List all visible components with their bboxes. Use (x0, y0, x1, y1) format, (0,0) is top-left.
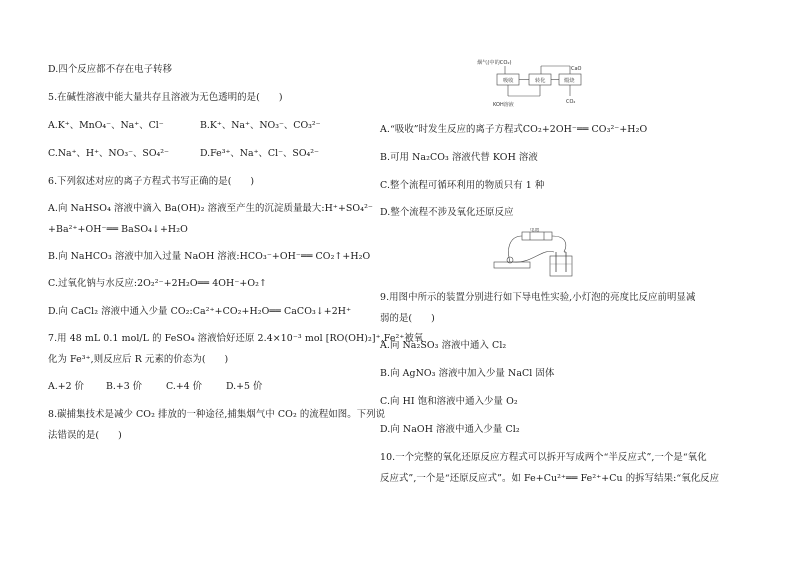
q5-stem: 5.在碱性溶液中能大量共存且溶液为无色透明的是( ) (48, 92, 283, 103)
q9-stem-line2: 弱的是( ) (380, 313, 435, 324)
q7-option-c: C.+4 价 (166, 381, 202, 392)
q7-option-d: D.+5 价 (226, 381, 263, 392)
q5-option-b: B.K⁺、Na⁺、NO₃⁻、CO₃²⁻ (200, 120, 321, 131)
q9-option-a: A.向 Na₂SO₃ 溶液中通入 Cl₂ (380, 340, 507, 351)
battery-label: 电池 (530, 228, 540, 233)
q8-stem-line1: 8.碳捕集技术是减少 CO₂ 排放的一种途径,捕集烟气中 CO₂ 的流程如图。下列说 (48, 409, 386, 420)
cao-label: CaO (571, 66, 582, 72)
q7-option-a: A.+2 价 (48, 381, 84, 392)
flue-gas-label: 烟气(中的CO₂) (477, 60, 512, 66)
q6-option-a-line1: A.向 NaHSO₄ 溶液中滴入 Ba(OH)₂ 溶液至产生的沉淀质量最大:H⁺+SO₄²⁻ (48, 203, 373, 214)
conductivity-apparatus-diagram (492, 228, 582, 284)
q5-option-c: C.Na⁺、H⁺、NO₃⁻、SO₄²⁻ (48, 148, 169, 159)
koh-label: KOH溶液 (493, 102, 514, 108)
q8-option-c: C.整个流程可循环利用的物质只有 1 种 (380, 180, 545, 191)
q7-stem-line2: 化为 Fe³⁺,则反应后 R 元素的价态为( ) (48, 354, 229, 365)
co2-label: CO₂ (566, 99, 576, 105)
calcine-label: 煅烧 (564, 78, 575, 84)
battery-icon (522, 232, 552, 240)
q7-stem-line1: 7.用 48 mL 0.1 mol/L 的 FeSO₄ 溶液恰好还原 2.4×10⁻³ mol [RO(OH)₂]⁺,Fe²⁺被氧 (48, 333, 424, 344)
q6-option-b: B.向 NaHCO₃ 溶液中加入过量 NaOH 溶液:HCO₃⁻+OH⁻══ CO₂↑+H₂O (48, 251, 371, 262)
q5-option-a: A.K⁺、MnO₄⁻、Na⁺、Cl⁻ (48, 120, 164, 131)
q8-option-b: B.可用 Na₂CO₃ 溶液代替 KOH 溶液 (380, 152, 538, 163)
q9-option-b: B.向 AgNO₃ 溶液中加入少量 NaCl 固体 (380, 368, 555, 379)
q6-option-d: D.向 CaCl₂ 溶液中通入少量 CO₂:Ca²⁺+CO₂+H₂O══ CaCO₃↓+2H⁺ (48, 306, 352, 317)
q8-option-a: A.“吸收”时发生反应的离子方程式CO₂+2OH⁻══ CO₃²⁻+H₂O (380, 124, 648, 135)
bulb-base (494, 262, 530, 268)
q8-stem-line2: 法错误的是( ) (48, 430, 122, 441)
q9-stem-line1: 9.用图中所示的装置分别进行如下导电性实验,小灯泡的亮度比反应前明显减 (380, 292, 696, 303)
absorb-label: 吸收 (503, 78, 514, 84)
q7-option-b: B.+3 价 (106, 381, 143, 392)
q10-stem-line2: 反应式”,一个是“还原反应式”。如 Fe+Cu²⁺══ Fe²⁺+Cu 的拆写结果:“氧化反应 (380, 473, 720, 484)
carbon-capture-flow-diagram (475, 56, 585, 116)
q9-option-c: C.向 HI 饱和溶液中通入少量 O₂ (380, 396, 518, 407)
q5-option-d: D.Fe³⁺、Na⁺、Cl⁻、SO₄²⁻ (200, 148, 319, 159)
q6-option-c: C.过氧化钠与水反应:2O₂²⁻+2H₂O══ 4OH⁻+O₂↑ (48, 278, 267, 289)
convert-label: 转化 (535, 78, 546, 84)
q4-option-d: D.四个反应都不存在电子转移 (48, 64, 173, 75)
q9-option-d: D.向 NaOH 溶液中通入少量 Cl₂ (380, 424, 520, 435)
beaker-icon (550, 256, 572, 276)
q10-stem-line1: 10.一个完整的氧化还原反应方程式可以拆开写成两个“半反应式”,一个是“氧化 (380, 452, 707, 463)
q6-option-a-line2: +Ba²⁺+OH⁻══ BaSO₄↓+H₂O (48, 224, 188, 235)
q6-stem: 6.下列叙述对应的离子方程式书写正确的是( ) (48, 176, 255, 187)
q8-option-d: D.整个流程不涉及氧化还原反应 (380, 207, 514, 218)
